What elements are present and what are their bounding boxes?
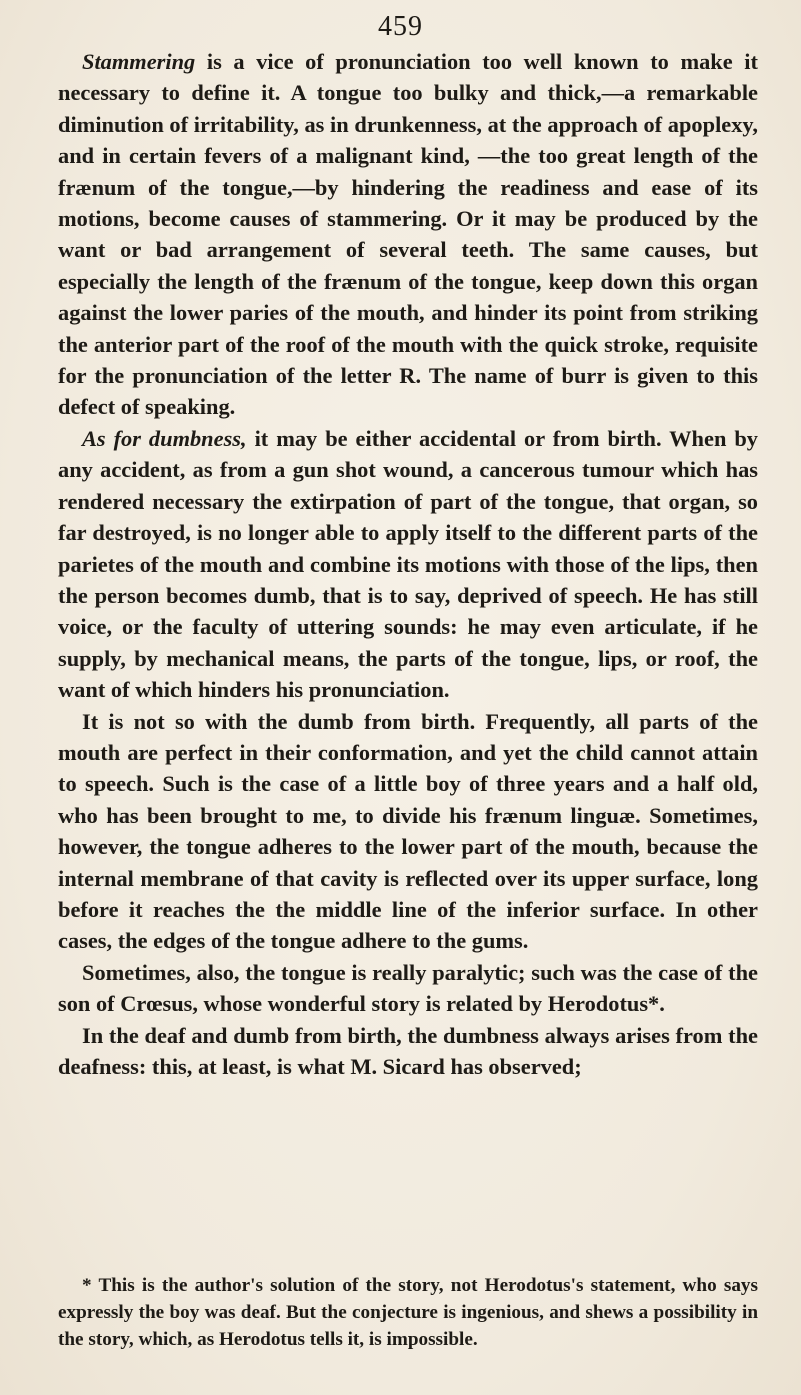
paragraph-dumb-from-birth — [58, 706, 758, 957]
paragraph-text: is a vice of pronunciation too well known to make it necessary to define it. A tongue too bulky and thick,—a remarkable diminution of irritability, as in drunkenness, at the approach of apoplexy, and in certain fevers of a malignant kind, —the too great length of the frænum of the tongue,—by hindering the readiness and ease of its motions, become causes of stammering. Or it may be produced by the want or bad arrangement of several teeth. The same causes, but especially the length of the frænum of the tongue, keep down this organ against the lower paries of the mouth, and hinder its point from striking the anterior part of the roof of the mouth with the quick stroke, requisite for the pronunciation of the letter R. The name of burr is given to this defect of speaking. — [58, 49, 758, 420]
paragraph-lead: As for dumbness, — [82, 425, 247, 451]
body-text — [58, 46, 758, 1082]
paragraph-text: Sometimes, also, the tongue is really paralytic; such was the case of the son of Crœsus, whose wonderful story is related by Herodotus*. — [58, 959, 758, 1017]
footnote-text: * This is the author's solution of the story, not Herodotus's statement, who says expressly the boy was deaf. But the conjecture is ingenious, and shews a possibility in the story, which, as Herodotus tells it, is impossible. — [58, 1275, 758, 1350]
paragraph-text: it may be either accidental or from birth. When by any accident, as from a gun shot wound, a cancerous tumour which has rendered necessary the extirpation of part of the tongue, that organ, so far destroyed, is no longer able to apply itself to the different parts of the parietes of the mouth and combine its motions with those of the lips, then the person becomes dumb, that is to say, deprived of speech. He has still voice, or the faculty of uttering sounds: he may even articulate, if he supply, by mechanical means, the parts of the tongue, lips, or roof, the want of which hinders his pronunciation. — [58, 425, 758, 703]
paragraph-stammering — [58, 46, 758, 423]
paragraph-lead: Stammering — [82, 49, 196, 74]
paragraph-text: In the deaf and dumb from birth, the dumbness always arises from the deafness: this, at least, is what M. Sicard has observed; — [58, 1022, 758, 1079]
paragraph-deaf-and-dumb — [58, 1020, 758, 1083]
paragraph-paralytic — [58, 957, 758, 1020]
footnote — [58, 1272, 758, 1353]
page-number: 459 — [378, 11, 423, 42]
paragraph-dumbness — [58, 423, 758, 706]
paragraph-text: It is not so with the dumb from birth. Frequently, all parts of the mouth are perfect in their conformation, and yet the child cannot attain to speech. Such is the case of a little boy of three years and a half old, who has been brought to me, to divide his frænum linguæ. Sometimes, however, the tongue adheres to the lower part of the mouth, because the internal membrane of that cavity is reflected over its upper surface, long before it reaches the the middle line of the inferior surface. In other cases, the edges of the tongue adhere to the gums. — [58, 708, 758, 954]
